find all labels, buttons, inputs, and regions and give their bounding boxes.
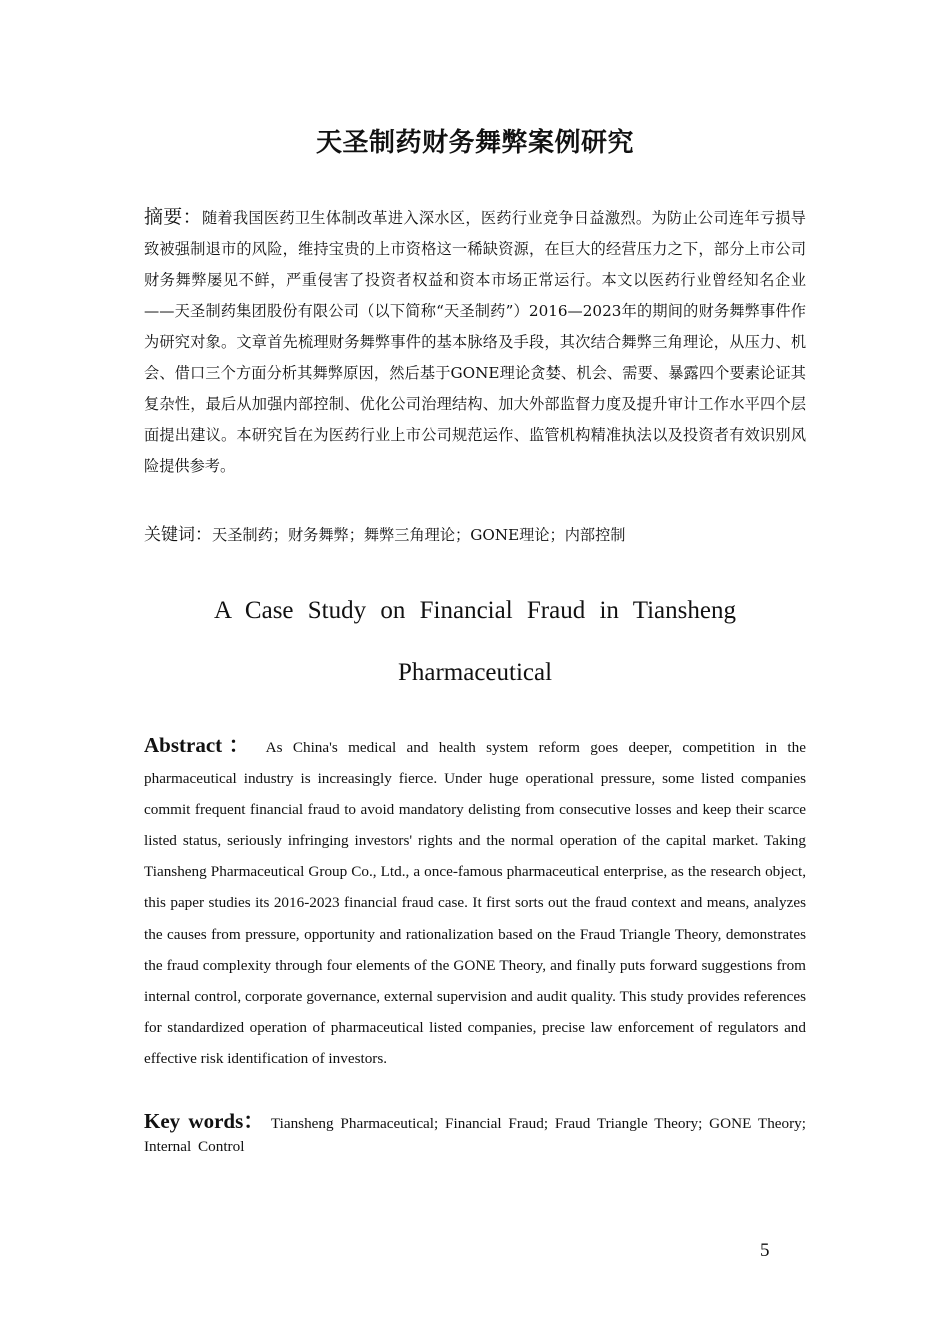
english-abstract-label: Abstract： <box>144 733 257 757</box>
english-abstract <box>144 730 806 1074</box>
chinese-abstract <box>144 202 806 482</box>
english-keywords-text: Tiansheng Pharmaceutical; Financial Fraud; Fraud Triangle Theory; GONE Theory; Internal Control <box>144 1115 806 1155</box>
chinese-keywords <box>144 520 806 551</box>
english-keywords <box>144 1110 806 1158</box>
chinese-title: 天圣制药财务舞弊案例研究 <box>315 128 634 158</box>
english-keywords-label: Key words： <box>144 1109 265 1133</box>
english-title: A Case Study on Financial Fraud in Tiansheng Pharmaceutical <box>214 597 736 686</box>
chinese-keywords-label: 关键词： <box>144 525 212 545</box>
english-abstract-text: As China's medical and health system reform goes deeper, competition in the pharmaceutical industry is increasingly fierce. Under huge operational pressure, some listed companies commit frequent financial fraud to avoid mandatory delisting from consecutive losses and keep their scarce listed status, seriously infringing investors' rights and the normal operation of the capital market. Taking Tiansheng Pharmaceutical Group Co., Ltd., a once-famous pharmaceutical enterprise, as the research object, this paper studies its 2016-2023 financial fraud case. It first sorts out the fraud context and means, analyzes the causes from pressure, opportunity and rationalization based on the Fraud Triangle Theory, demonstrates the fraud complexity through four elements of the GONE Theory, and finally puts forward suggestions from internal control, corporate governance, external supervision and audit quality. This study provides references for standardized operation of pharmaceutical listed companies, precise law enforcement of regulators and effective risk identification of investors. <box>144 739 806 1067</box>
chinese-abstract-text: 随着我国医药卫生体制改革进入深水区，医药行业竞争日益激烈。为防止公司连年亏损导致被强制退市的风险，维持宝贵的上市资格这一稀缺资源，在巨大的经营压力之下，部分上市公司财务舞弊屡见不鲜，严重侵害了投资者权益和资本市场正常运行。本文以医药行业曾经知名企业——天圣制药集团股份有限公司（以下简称“天圣制药”）2016—2023年的期间的财务舞弊事件作为研究对象。文章首先梳理财务舞弊事件的基本脉络及手段，其次结合舞弊三角理论，从压力、机会、借口三个方面分析其舞弊原因，然后基于GONE理论贪婪、机会、需要、暴露四个要素论证其复杂性，最后从加强内部控制、优化公司治理结构、加大外部监督力度及提升审计工作水平四个层面提出建议。本研究旨在为医药行业上市公司规范运作、监管机构精准执法以及投资者有效识别风险提供参考。 <box>144 209 806 475</box>
chinese-abstract-label: 摘要： <box>144 206 202 228</box>
chinese-keywords-text: 天圣制药；财务舞弊；舞弊三角理论；GONE理论；内部控制 <box>212 526 626 544</box>
page-number: 5 <box>760 1240 770 1261</box>
